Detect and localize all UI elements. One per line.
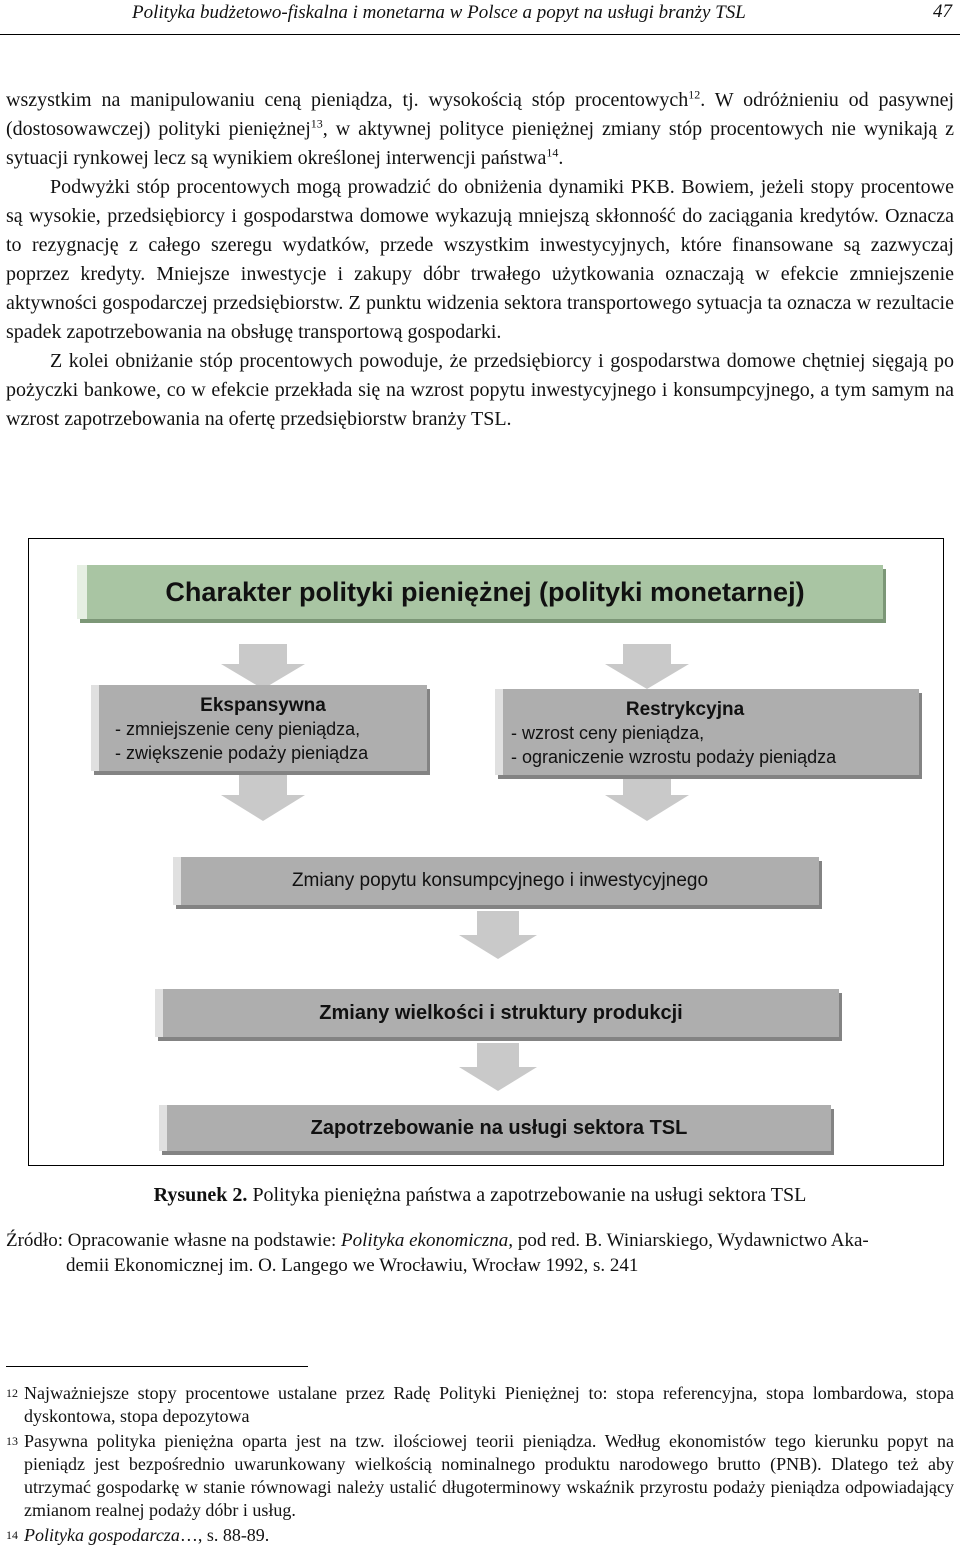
restrictive-line2: - ograniczenie wzrostu podaży pieniądza bbox=[511, 747, 837, 767]
p1-text-a: wszystkim na manipulowaniu ceną pieniądza, tj. wysokością stóp procentowych bbox=[6, 89, 689, 111]
diagram-box-expansive bbox=[91, 685, 427, 771]
source-title: Polityka ekonomiczna, bbox=[341, 1230, 514, 1251]
figure-caption bbox=[0, 1184, 960, 1207]
caption-text: Polityka pieniężna państwa a zapotrzebowanie na usługi sektora TSL bbox=[247, 1184, 807, 1206]
restrictive-title: Restrykcyjna bbox=[625, 699, 745, 720]
source-rest-1: pod red. B. Winiarskiego, Wydawnictwo Aka- bbox=[513, 1230, 869, 1251]
page-number: 47 bbox=[933, 1, 952, 22]
restrictive-line1: - wzrost ceny pieniądza, bbox=[511, 723, 705, 743]
arrow-left bbox=[221, 644, 305, 689]
running-title: Polityka budżetowo-fiskalna i monetarna w Polsce a popyt na usługi branży TSL bbox=[132, 2, 746, 23]
footnote-13-number: 13 bbox=[6, 1434, 18, 1448]
body-text bbox=[6, 86, 954, 434]
footnote-13-text: Pasywna polityka pieniężna oparta jest na tzw. ilościowej teorii pieniądza. Według ekonomistów tego kierunku popyt na pieniądz jest bezpośrednio uwarunkowany wielkością nominalnego produktu narodowego brutto (PNB). Dlatego też aby utrzymać gospodarkę w stanie równowagi należy ustalić długoterminowy wskaźnik przyrostu podaży pieniądza odpowiadający zmianom realnej podaży dóbr i usług. bbox=[24, 1431, 954, 1520]
diagram-box-restrictive bbox=[495, 689, 919, 775]
paragraph-1 bbox=[6, 86, 954, 173]
footnote-14-text: …, s. 88-89. bbox=[179, 1525, 270, 1545]
figure-diagram bbox=[28, 538, 944, 1166]
footnote-12-number: 12 bbox=[6, 1386, 18, 1400]
diagram-box-tsl-demand bbox=[159, 1105, 831, 1151]
diagram-box-production-changes bbox=[155, 989, 839, 1037]
footnote-14-title: Polityka gospodarcza bbox=[24, 1525, 180, 1545]
arrow-right bbox=[605, 644, 689, 689]
p1-text-b: . W odróżnieniu od pasywnej (dostosowawczej) polityki pieniężnej bbox=[6, 89, 954, 140]
p1-text-c: , w aktywnej polityce pieniężnej zmiany stóp procentowych nie wynikają z sytuacji rynkowej lecz są wynikiem określonej interwencji państwa bbox=[6, 118, 954, 169]
footnote-14 bbox=[6, 1524, 954, 1547]
production-changes-label: Zmiany wielkości i struktury produkcji bbox=[319, 1002, 683, 1024]
expansive-title: Ekspansywna bbox=[200, 695, 326, 716]
expansive-line2: - zwiększenie podaży pieniądza bbox=[115, 743, 369, 763]
caption-label: Rysunek 2. bbox=[153, 1184, 248, 1206]
footnote-14-number: 14 bbox=[6, 1528, 18, 1542]
diagram-box-demand-changes bbox=[173, 857, 819, 905]
source-rest-2: demii Ekonomicznej im. O. Langego we Wrocławiu, Wrocław 1992, s. 241 bbox=[66, 1255, 639, 1276]
paragraph-3: Z kolei obniżanie stóp procentowych powoduje, że przedsiębiorcy i gospodarstwa domowe chętniej sięgają po pożyczki bankowe, co w efekcie przekłada się na wzrost popytu inwestycyjnego i konsumpcyjnego, a tym samym na wzrost zapotrzebowania na ofertę przedsiębiorstw branży TSL. bbox=[6, 350, 954, 430]
footnote-ref-14[interactable]: 14 bbox=[546, 145, 559, 160]
paragraph-2: Podwyżki stóp procentowych mogą prowadzić do obniżenia dynamiki PKB. Bowiem, jeżeli stopy procentowe są wysokie, przedsiębiorcy i gospodarstwa domowe wykazują mniejszą skłonność do zaciągania kredytów. Oznacza to rezygnację z całego szeregu wydatków, przede wszystkim inwestycyjnych, które finansowane są zazwyczaj poprzez kredyty. Mniejsze inwestycje i zakupy dóbr trwałego użytkowania oznaczają w efekcie zmniejszenie aktywności gospodarczej przedsiębiorstw. Z punktu widzenia sektora transportowego sytuacja ta oznacza w rezultacie spadek zapotrzebowania na obsługę transportową gospodarki. bbox=[6, 176, 954, 343]
diagram-arrows bbox=[29, 539, 943, 1165]
arrow-to-box5 bbox=[459, 1043, 537, 1091]
footnote-13 bbox=[6, 1430, 954, 1522]
p1-text-d: . bbox=[558, 147, 564, 169]
figure-source bbox=[6, 1228, 936, 1278]
running-header bbox=[0, 0, 960, 35]
footnote-12 bbox=[6, 1382, 954, 1428]
arrow-to-box4 bbox=[459, 911, 537, 959]
demand-changes-label: Zmiany popytu konsumpcyjnego i inwestycyjnego bbox=[291, 870, 709, 891]
source-prefix: Źródło: Opracowanie własne na podstawie: bbox=[6, 1230, 342, 1251]
footnote-separator bbox=[6, 1366, 308, 1367]
diagram-main-title: Charakter polityki pieniężnej (polityki monetarnej) bbox=[165, 577, 805, 607]
footnote-12-text: Najważniejsze stopy procentowe ustalane przez Radę Polityki Pieniężnej to: stopa referencyjna, stopa lombardowa, stopa dyskontowa, stopa depozytowa bbox=[24, 1383, 954, 1426]
footnote-ref-13[interactable]: 13 bbox=[310, 116, 323, 131]
footnote-ref-12[interactable]: 12 bbox=[688, 87, 701, 102]
expansive-line1: - zmniejszenie ceny pieniądza, bbox=[115, 719, 361, 739]
arrow-to-box3-left bbox=[221, 771, 305, 821]
tsl-demand-label: Zapotrzebowanie na usługi sektora TSL bbox=[310, 1117, 688, 1139]
arrow-to-box3-right bbox=[605, 771, 689, 821]
